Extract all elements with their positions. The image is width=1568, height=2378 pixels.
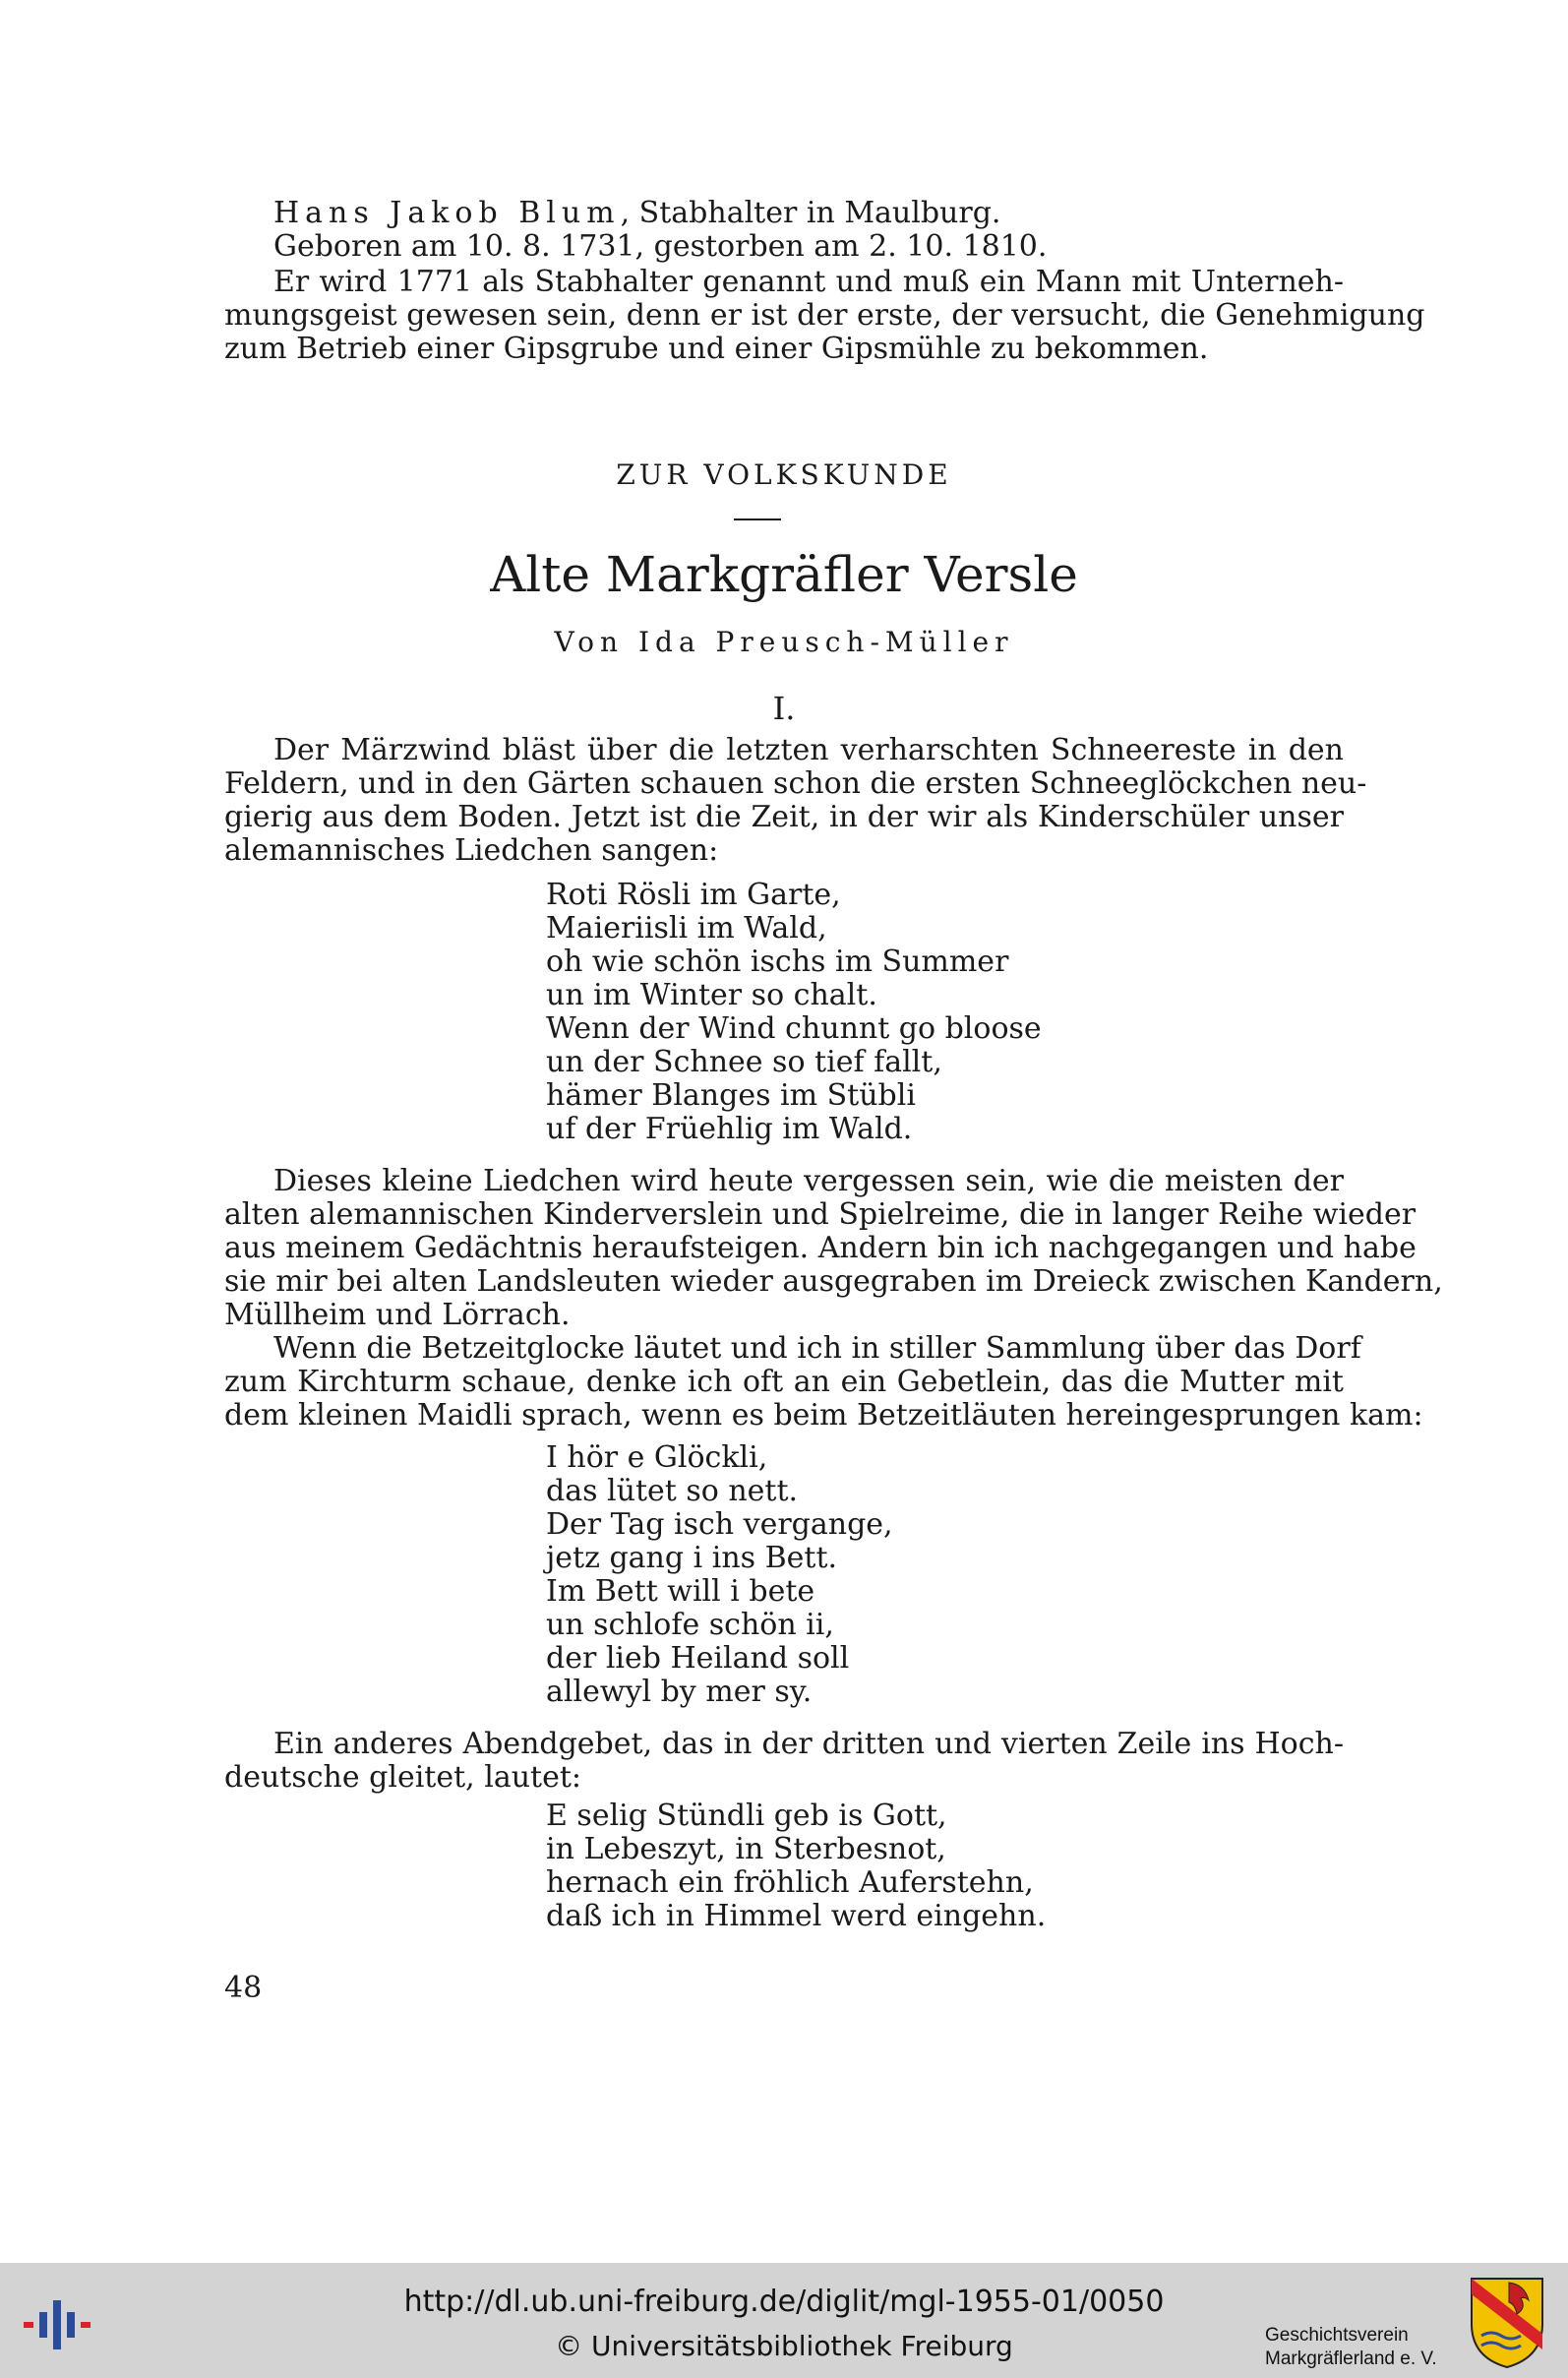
text-line: sie mir bei alten Landsleuten wieder ausgegraben im Dreieck zwischen Kandern, [224,1264,1443,1299]
text-line: deutsche gleitet, lautet: [224,1760,582,1795]
document-url-link[interactable]: http://dl.ub.uni-freiburg.de/diglit/mgl-1955-01/0050 [403,2285,1165,2319]
text-line: dem kleinen Maidli sprach, wenn es beim Betzeitläuten hereingesprungen kam: [224,1398,1423,1433]
text-line: alten alemannischen Kinderverslein und Spielreime, die in langer Reihe wieder [224,1197,1417,1232]
text-line: Dieses kleine Liedchen wird heute vergessen sein, wie die meisten der [273,1164,1344,1198]
intro-block [224,196,1425,366]
poem-line: daß ich in Himmel werd eingehn. [546,1899,1047,1933]
paragraph-3 [224,1331,1423,1433]
society-line: Geschichtsverein [1265,2325,1409,2346]
poem-line: Roti Rösli im Garte, [546,878,841,912]
copyright-notice: © Universitätsbibliothek Freiburg [555,2330,1013,2362]
poem-line: oh wie schön ischs im Summer [546,945,1009,979]
intro-para-line: Er wird 1771 als Stabhalter genannt und muß ein Mann mit Unterneh- [273,265,1344,299]
poem-line: Der Tag isch vergange, [546,1507,893,1542]
poem-line: hämer Blanges im Stübli [546,1078,916,1113]
intro-born-line: Geboren am 10. 8. 1731, gestorben am 2. 10. 1810. [273,229,1048,264]
poem-line: un schlofe schön ii, [546,1608,834,1642]
poem-line: un im Winter so chalt. [546,978,877,1012]
paragraph-1 [224,733,1367,868]
poem-line: jetz gang i ins Bett. [546,1541,838,1575]
poem-line: der lieb Heiland soll [546,1641,850,1676]
article-author: Von Ida Preusch-Müller [554,626,1014,658]
text-line: Wenn die Betzeitglocke läutet und ich in stiller Sammlung über das Dorf [273,1331,1361,1366]
intro-name-line [224,197,1344,230]
article-title: Alte Markgräfler Versle [490,546,1078,603]
poem-2 [546,1441,893,1709]
text-line: zum Kirchturm schaue, denke ich oft an ein Gebetlein, das die Mutter mit [224,1365,1344,1399]
poem-line: uf der Früehlig im Wald. [546,1112,913,1146]
text-line: aus meinem Gedächtnis heraufsteigen. Andern bin ich nachgegangen und habe [224,1231,1417,1265]
text-line: alemannisches Liedchen sangen: [224,833,719,868]
poem-line: Maieriisli im Wald, [546,911,827,945]
poem-line: allewyl by mer sy. [546,1675,813,1709]
text-line: Der Märzwind bläst über die letzten verharschten Schneereste in den [273,733,1344,767]
text-line: Müllheim und Lörrach. [224,1298,571,1332]
paragraph-4 [224,1728,1344,1795]
coat-of-arms-icon[interactable] [1468,2275,1546,2369]
part-numeral: I. [772,690,796,727]
poem-line: Im Bett will i bete [546,1574,815,1609]
poem-line: das lütet so nett. [546,1474,799,1508]
poem-1 [546,879,1042,1146]
page-number: 48 [224,1971,263,2005]
poem-line: Wenn der Wind chunnt go bloose [546,1011,1042,1046]
text-line: gierig aus dem Boden. Jetzt ist die Zeit, in der wir als Kinderschüler unser [224,800,1344,834]
poem-line: E selig Stündli geb is Gott, [546,1799,947,1833]
poem-line: hernach ein fröhlich Auferstehn, [546,1865,1034,1900]
paragraph-2 [224,1164,1443,1332]
intro-para-line: mungsgeist gewesen sein, denn er ist der erste, der versucht, die Genehmigung [224,298,1425,333]
text-line: Ein anderes Abendgebet, das in der dritten und vierten Zeile ins Hoch- [273,1727,1344,1761]
society-name [1265,2324,1437,2371]
intro-para-line: zum Betrieb einer Gipsgrube und einer Gipsmühle zu bekommen. [224,332,1209,366]
text-line: Feldern, und in den Gärten schauen schon die ersten Schneeglöckchen neu- [224,766,1367,801]
section-heading: ZUR VOLKSKUNDE [616,458,952,491]
person-name: Hans Jakob Blum [273,196,621,230]
person-role: , Stabhalter in Maulburg. [620,196,1001,230]
poem-line: I hör e Glöckli, [546,1440,768,1475]
poem-line: in Lebeszyt, in Sterbesnot, [546,1832,946,1866]
section-divider [734,518,781,520]
footer-bar [0,2263,1568,2378]
poem-line: un der Schnee so tief fallt, [546,1045,942,1079]
society-line: Markgräflerland e. V. [1265,2348,1437,2369]
poem-3 [546,1799,1046,1933]
